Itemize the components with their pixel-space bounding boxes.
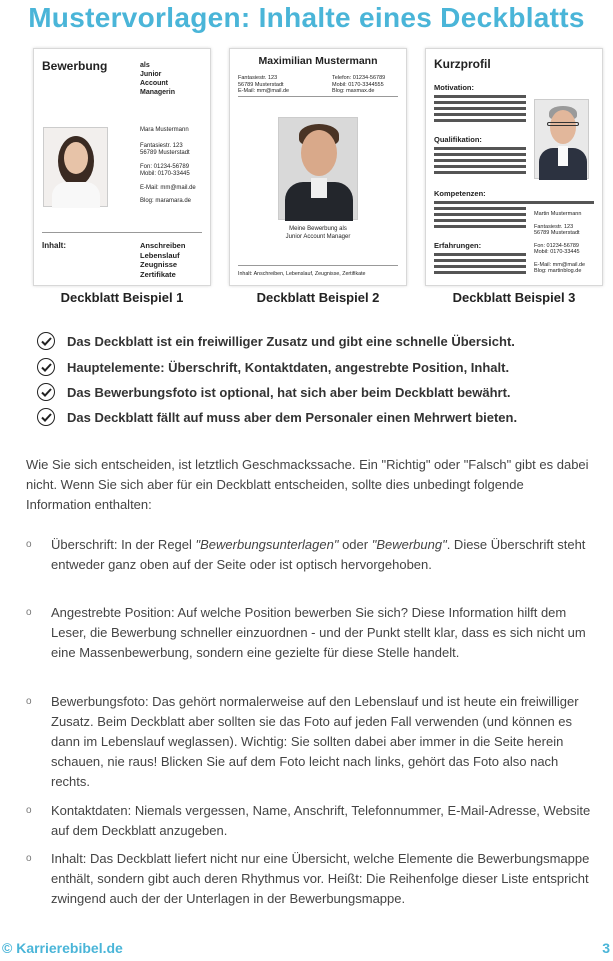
list-item: o Überschrift: In der Regel "Bewerbungsunterlagen" oder "Bewerbung". Diese Überschrift steht entweder ganz oben auf der Seite oder ist optisch hervorgehoben. — [26, 537, 586, 572]
cover-example-2 — [229, 48, 407, 286]
card3-qualifikation: Qualifikation: — [434, 135, 482, 144]
check-circle-icon — [37, 383, 55, 401]
caption-2: Deckblatt Beispiel 2 — [256, 290, 380, 305]
applicant-photo-3 — [534, 99, 589, 179]
card1-inhalt-list: Anschreiben Lebenslauf Zeugnisse Zertifikate — [140, 241, 186, 279]
card1-position: als Junior Account Managerin — [140, 62, 176, 96]
card3-kompetenzen: Kompetenzen: — [434, 189, 486, 198]
card3-contact: Martin Mustermann Fantasiestr. 123 56789 Musterstadt Fon: 01234-56789 Mobil: 0170-33445 E-Mail: mm@mail.de Blog: martinblog.de — [534, 211, 586, 274]
cover-example-3 — [425, 48, 603, 286]
applicant-photo-2 — [278, 117, 358, 220]
check-item-1: Das Deckblatt ist ein freiwilliger Zusatz und gibt eine schnelle Übersicht. — [37, 331, 515, 351]
card2-phone: Telefon: 01234-56789 Mobil: 0170-3344555 Blog: maxmax.de — [332, 75, 386, 94]
card2-address: Fantasiestr. 123 56789 Musterstadt E-Mail: mm@mail.de — [238, 75, 290, 94]
list-item: o Kontaktdaten: Niemals vergessen, Name, Anschrift, Telefonnummer, E-Mail-Adresse, Website auf dem Deckblatt anzugeben. — [26, 803, 591, 838]
page-number: 3 — [602, 940, 610, 956]
card2-inhalt: Inhalt: Anschreiben, Lebenslauf, Zeugnisse, Zertifikate — [238, 271, 366, 277]
card3-erfahrungen: Erfahrungen: — [434, 241, 482, 250]
page-title: Mustervorlagen: Inhalte eines Deckblatts — [28, 2, 585, 33]
list-item: o Inhalt: Das Deckblatt liefert nicht nur eine Übersicht, welche Elemente die Bewerbungsmappe enthält, sondern gibt auch deren Rhythmus vor. Heißt: Die Reihenfolge dieser Liste entspricht zwingend auch der der Unterlagen in der Bewerbungsmappe. — [26, 851, 590, 906]
card3-motivation: Motivation: — [434, 83, 474, 92]
card1-heading: Bewerbung — [42, 59, 108, 73]
copyright-link[interactable]: © Karrierebibel.de — [2, 940, 123, 956]
cover-example-1 — [33, 48, 211, 286]
card3-heading: Kurzprofil — [434, 57, 491, 71]
check-circle-icon — [37, 332, 55, 350]
card2-heading: Maximilian Mustermann — [258, 55, 378, 67]
divider — [42, 232, 202, 233]
check-item-2: Hauptelemente: Überschrift, Kontaktdaten, angestrebte Position, Inhalt. — [37, 357, 509, 377]
check-circle-icon — [37, 358, 55, 376]
applicant-photo-1 — [43, 127, 108, 207]
list-item: o Bewerbungsfoto: Das gehört normalerweise auf den Lebenslauf und ist heute ein freiwilliger Zusatz. Beim Deckblatt aber sollten sie das Foto auf jeden Fall verwenden (und können es dann im Lebenslauf weglassen). Wichtig: Sie sollten dabei aber immer in die Seite herein schauen, nie raus! Blicken Sie auf dem Foto leicht nach links, gehört das Foto also nach rechts. — [26, 694, 579, 789]
caption-3: Deckblatt Beispiel 3 — [452, 290, 576, 305]
check-item-3: Das Bewerbungsfoto ist optional, hat sich aber beim Deckblatt bewährt. — [37, 382, 511, 402]
card1-inhalt-label: Inhalt: — [42, 241, 66, 250]
caption-1: Deckblatt Beispiel 1 — [60, 290, 184, 305]
list-item: o Angestrebte Position: Auf welche Position bewerben Sie sich? Diese Information hilft dem Leser, die Bewerbung schneller einzuordnen - und der Punkt stellt klar, dass es sich nicht um eine Massenbewerbung, sondern eine gezielte für diese Stelle handelt. — [26, 605, 586, 660]
intro-paragraph: Wie Sie sich entscheiden, ist letztlich Geschmackssache. Ein "Richtig" oder "Falsch" gibt es dabei nicht. Wenn Sie sich aber für ein Deckblatt entscheiden, sollte dies unbedingt folgende Information enthalten: — [26, 457, 589, 512]
card1-contact: Mara Mustermann Fantasiestr. 123 56789 Musterstadt Fon: 01234-56789 Mobil: 0170-33445 E-Mail: mm@mail.de Blog: maramara.de — [140, 127, 196, 204]
check-circle-icon — [37, 408, 55, 426]
card2-position: Meine Bewerbung als Junior Account Manager — [285, 226, 351, 240]
check-item-4: Das Deckblatt fällt auf muss aber dem Personaler einen Mehrwert bieten. — [37, 407, 517, 427]
